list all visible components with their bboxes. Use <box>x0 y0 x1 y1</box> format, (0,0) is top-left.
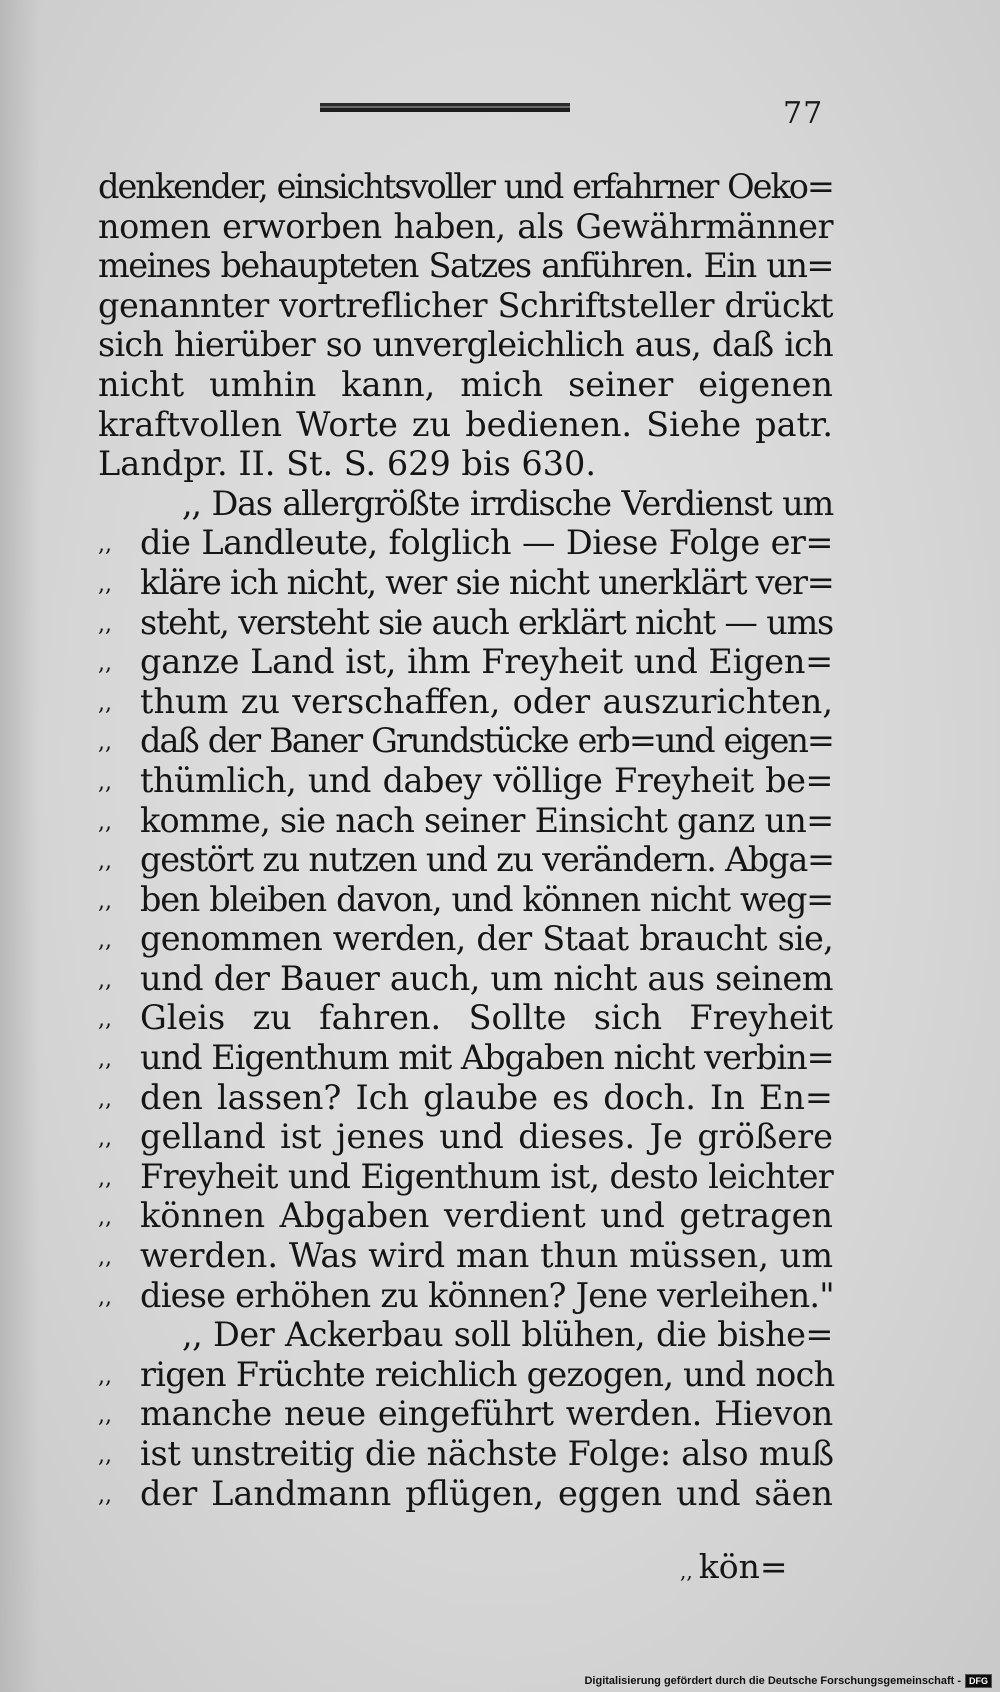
line-quote-mark: ,, <box>98 1245 112 1271</box>
text-line <box>98 1355 833 1395</box>
text-line <box>98 1196 833 1236</box>
line-quote-mark: ,, <box>98 1284 112 1310</box>
line-quote-mark: ,, <box>98 1482 112 1508</box>
text-line <box>98 761 833 801</box>
line-quote-mark: ,, <box>98 1047 112 1073</box>
line-quote-mark: ,, <box>98 1086 112 1112</box>
header-rule <box>320 103 570 112</box>
line-quote-mark: ,, <box>98 849 112 875</box>
text-line <box>98 365 833 405</box>
text-line <box>98 1157 833 1197</box>
line-quote-mark: ,, <box>98 1403 112 1429</box>
line-text: Gleis zu fahren. Sollte sich Freyheit <box>140 998 833 1038</box>
text-line <box>98 246 833 286</box>
line-text: meines behaupteten Satzes anführen. Ein un= <box>98 246 833 286</box>
line-text: die Landleute, folglich — Diese Folge er= <box>140 523 833 563</box>
body-text <box>98 167 833 1513</box>
line-text: thümlich, und dabey völlige Freyheit be= <box>140 760 833 800</box>
text-line <box>98 721 833 761</box>
line-quote-mark: ,, <box>98 532 112 558</box>
text-line <box>98 167 833 207</box>
footer-text: Digitalisierung gefördert durch die Deutsche Forschungsgemeinschaft - <box>584 1675 961 1687</box>
text-line <box>98 286 833 326</box>
line-text: gestört zu nutzen und zu verändern. Abga= <box>140 840 834 880</box>
line-quote-mark: ,, <box>98 1443 112 1468</box>
line-text: ganze Land ist, ihm Freyheit und Eigen= <box>140 642 833 682</box>
line-text: ben bleiben davon, und können nicht weg= <box>140 879 833 919</box>
line-text: kraftvollen Worte zu bedienen. Siehe patr. <box>98 404 833 444</box>
catchword-quote: ,, <box>680 1559 693 1583</box>
text-line <box>98 1474 833 1514</box>
text-line <box>98 1315 833 1355</box>
line-text: nomen erworben haben, als Gewährmänner <box>98 206 833 246</box>
line-text: der Landmann pflügen, eggen und säen <box>140 1473 833 1513</box>
line-quote-mark: ,, <box>98 967 112 993</box>
line-text: thum zu verschaffen, oder auszurichten, <box>140 681 833 721</box>
line-text: daß der Baner Grundstücke erb=und eigen= <box>140 721 833 761</box>
line-text: ,, Das allergrößte irrdische Verdienst um <box>182 483 833 523</box>
line-quote-mark: ,, <box>98 611 112 637</box>
text-line <box>98 484 833 524</box>
line-text: können Abgaben verdient und getragen <box>140 1196 833 1236</box>
line-quote-mark: ,, <box>98 571 112 597</box>
text-line <box>98 1276 833 1316</box>
line-text: diese erhöhen zu können? Jene verleihen." <box>140 1275 834 1315</box>
line-text: und der Bauer auch, um nicht aus seinem <box>140 958 833 998</box>
line-quote-mark: ,, <box>98 928 112 954</box>
line-text: steht, versteht sie auch erklärt nicht — ums <box>140 602 833 642</box>
text-line <box>98 682 833 722</box>
line-text: genommen werden, der Staat braucht sie, <box>140 919 833 959</box>
catchword <box>680 1547 788 1586</box>
page-number: 77 <box>783 96 824 131</box>
line-text: manche neue eingeführt werden. Hievon <box>140 1394 833 1434</box>
line-text: nicht umhin kann, mich seiner eigenen <box>98 364 833 404</box>
text-line <box>98 603 833 643</box>
text-line <box>98 444 833 484</box>
text-line <box>98 1434 833 1474</box>
line-text: genannter vortreflicher Schriftsteller drückt <box>98 285 833 325</box>
text-line <box>98 207 833 247</box>
text-line <box>98 919 833 959</box>
text-line <box>98 1078 833 1118</box>
text-line <box>98 325 833 365</box>
text-line <box>98 523 833 563</box>
text-line <box>98 1394 833 1434</box>
text-line <box>98 998 833 1038</box>
dfg-logo-icon: DFG <box>965 1674 992 1688</box>
line-text: ,, Der Ackerbau soll blühen, die bishe= <box>182 1315 833 1355</box>
line-text: denkender, einsichtsvoller und erfahrner Oeko= <box>98 167 833 206</box>
line-quote-mark: ,, <box>98 690 112 716</box>
line-text: Freyheit und Eigenthum ist, desto leichter <box>140 1156 833 1196</box>
text-line <box>98 563 833 603</box>
text-line <box>98 880 833 920</box>
line-quote-mark: ,, <box>98 809 112 835</box>
text-line <box>98 405 833 445</box>
catchword-text: kön= <box>698 1547 788 1586</box>
line-text: Landpr. II. St. S. 629 bis 630. <box>98 444 597 484</box>
line-quote-mark: ,, <box>98 1363 112 1389</box>
line-quote-mark: ,, <box>98 1165 112 1191</box>
line-quote-mark: ,, <box>98 1007 112 1033</box>
line-quote-mark: ,, <box>98 1126 112 1152</box>
line-text: kläre ich nicht, wer sie nicht unerklärt ver= <box>140 562 834 602</box>
line-text: ist unstreitig die nächste Folge: also muß <box>140 1434 834 1473</box>
digitization-footer <box>584 1674 992 1688</box>
line-quote-mark: ,, <box>98 888 112 914</box>
line-quote-mark: ,, <box>98 769 112 795</box>
line-quote-mark: ,, <box>98 651 112 677</box>
line-quote-mark: ,, <box>98 730 112 756</box>
text-line <box>98 840 833 880</box>
line-text: gelland ist jenes und dieses. Je größere <box>140 1117 833 1157</box>
line-text: werden. Was wird man thun müssen, um <box>140 1236 833 1276</box>
line-text: den lassen? Ich glaube es doch. In En= <box>140 1077 833 1117</box>
text-line <box>98 959 833 999</box>
text-line <box>98 642 833 682</box>
text-line <box>98 1038 833 1078</box>
text-line <box>98 801 833 841</box>
line-text: sich hierüber so unvergleichlich aus, daß ich <box>98 325 833 365</box>
text-line <box>98 1236 833 1276</box>
line-text: komme, sie nach seiner Einsicht ganz un= <box>140 800 834 840</box>
text-line <box>98 1117 833 1157</box>
line-quote-mark: ,, <box>98 1205 112 1231</box>
line-text: rigen Früchte reichlich gezogen, und noch <box>140 1354 835 1394</box>
line-text: und Eigenthum mit Abgaben nicht verbin= <box>140 1038 834 1078</box>
